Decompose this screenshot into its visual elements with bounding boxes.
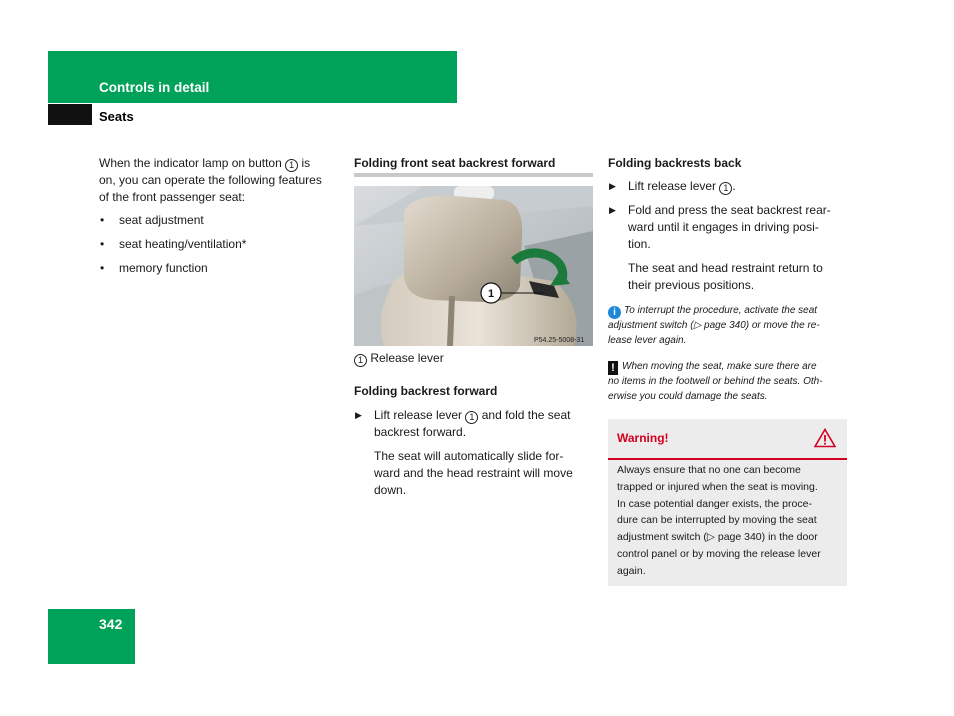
step-line: Fold and press the seat backrest rear- — [628, 203, 831, 217]
warning-box — [608, 419, 847, 586]
step-line: ward until it engages in driving posi- — [628, 220, 819, 234]
intro-text-post: is — [301, 156, 311, 170]
subsection-title: Seats — [99, 109, 134, 124]
image-code: P54.25-5008-31 — [534, 337, 585, 344]
step-callout-number: 1 — [465, 411, 478, 424]
page-number: 342 — [99, 616, 123, 632]
warning-line: adjustment switch (▷ page 340) in the door — [617, 531, 818, 544]
info-icon: i — [608, 306, 621, 319]
info-note — [608, 304, 852, 348]
step-text-post: and fold the seat — [481, 408, 571, 422]
note-line: When moving the seat, make sure there are — [622, 361, 817, 372]
caption-number: 1 — [354, 354, 367, 367]
caution-note — [608, 360, 852, 404]
warning-line: trapped or injured when the seat is moving. — [617, 480, 818, 493]
step-arrow-icon: ▶ — [609, 205, 616, 215]
bullet-dot: • — [100, 261, 105, 275]
intro-line-2: on, you can operate the following features — [99, 173, 322, 187]
section-heading: Folding front seat backrest forward — [354, 156, 556, 170]
step-text — [374, 407, 594, 441]
bullet-dot: • — [100, 213, 105, 227]
header-band — [48, 51, 457, 103]
section-title: Controls in detail — [99, 80, 210, 95]
step-result — [374, 448, 594, 499]
step-text-pre: Lift release lever — [628, 179, 717, 193]
step-text-line-2: backrest forward. — [374, 425, 467, 439]
result-line: down. — [374, 483, 407, 497]
step-callout-number: 1 — [719, 182, 732, 195]
warning-line: Always ensure that no one can become — [617, 464, 801, 476]
warning-line: dure can be interrupted by moving the seat — [617, 514, 817, 527]
image-caption — [354, 350, 444, 367]
seat-illustration — [354, 186, 593, 346]
result-line: their previous positions. — [628, 278, 755, 292]
warning-triangle-icon — [814, 428, 836, 448]
note-line: To interrupt the procedure, activate the seat — [624, 305, 818, 316]
step-line: tion. — [628, 237, 651, 251]
note-line: adjustment switch (▷ page 340) or move the re- — [608, 320, 820, 331]
note-line: lease lever again. — [608, 334, 687, 346]
intro-paragraph — [99, 155, 339, 206]
step-text — [628, 178, 736, 195]
warning-line: In case potential danger exists, the proce- — [617, 497, 812, 510]
warning-title: Warning! — [617, 431, 669, 445]
warning-divider — [608, 458, 847, 460]
note-line: erwise you could damage the seats. — [608, 390, 768, 402]
step-text-post: . — [732, 179, 736, 193]
warning-line: control panel or by moving the release lever — [617, 547, 821, 560]
step-result — [628, 260, 848, 294]
bullet-text: seat adjustment — [119, 213, 204, 227]
caption-text: Release lever — [370, 351, 444, 365]
result-line: ward and the head restraint will move — [374, 466, 573, 480]
bullet-text: memory function — [119, 261, 208, 275]
callout-number: 1 — [285, 159, 298, 172]
result-line: The seat will automatically slide for- — [374, 449, 564, 463]
bullet-dot: • — [100, 237, 105, 251]
image-callout-number: 1 — [487, 288, 495, 300]
warning-body — [617, 462, 841, 580]
seat-photo — [354, 186, 593, 346]
step-text — [628, 202, 848, 253]
section-heading: Folding backrests back — [608, 156, 742, 170]
heading-rule — [354, 173, 593, 177]
intro-text-pre: When the indicator lamp on button — [99, 156, 282, 170]
exclamation-icon: ! — [608, 361, 618, 375]
subheading: Folding backrest forward — [354, 384, 498, 398]
subsection-marker — [48, 104, 92, 125]
note-line: no items in the footwell or behind the seats. Oth- — [608, 376, 823, 387]
bullet-text: seat heating/ventilation* — [119, 237, 247, 251]
step-arrow-icon: ▶ — [355, 410, 362, 420]
result-line: The seat and head restraint return to — [628, 261, 823, 275]
step-text-pre: Lift release lever — [374, 408, 463, 422]
warning-line: again. — [617, 564, 646, 577]
intro-line-3: of the front passenger seat: — [99, 190, 246, 204]
step-arrow-icon: ▶ — [609, 181, 616, 191]
